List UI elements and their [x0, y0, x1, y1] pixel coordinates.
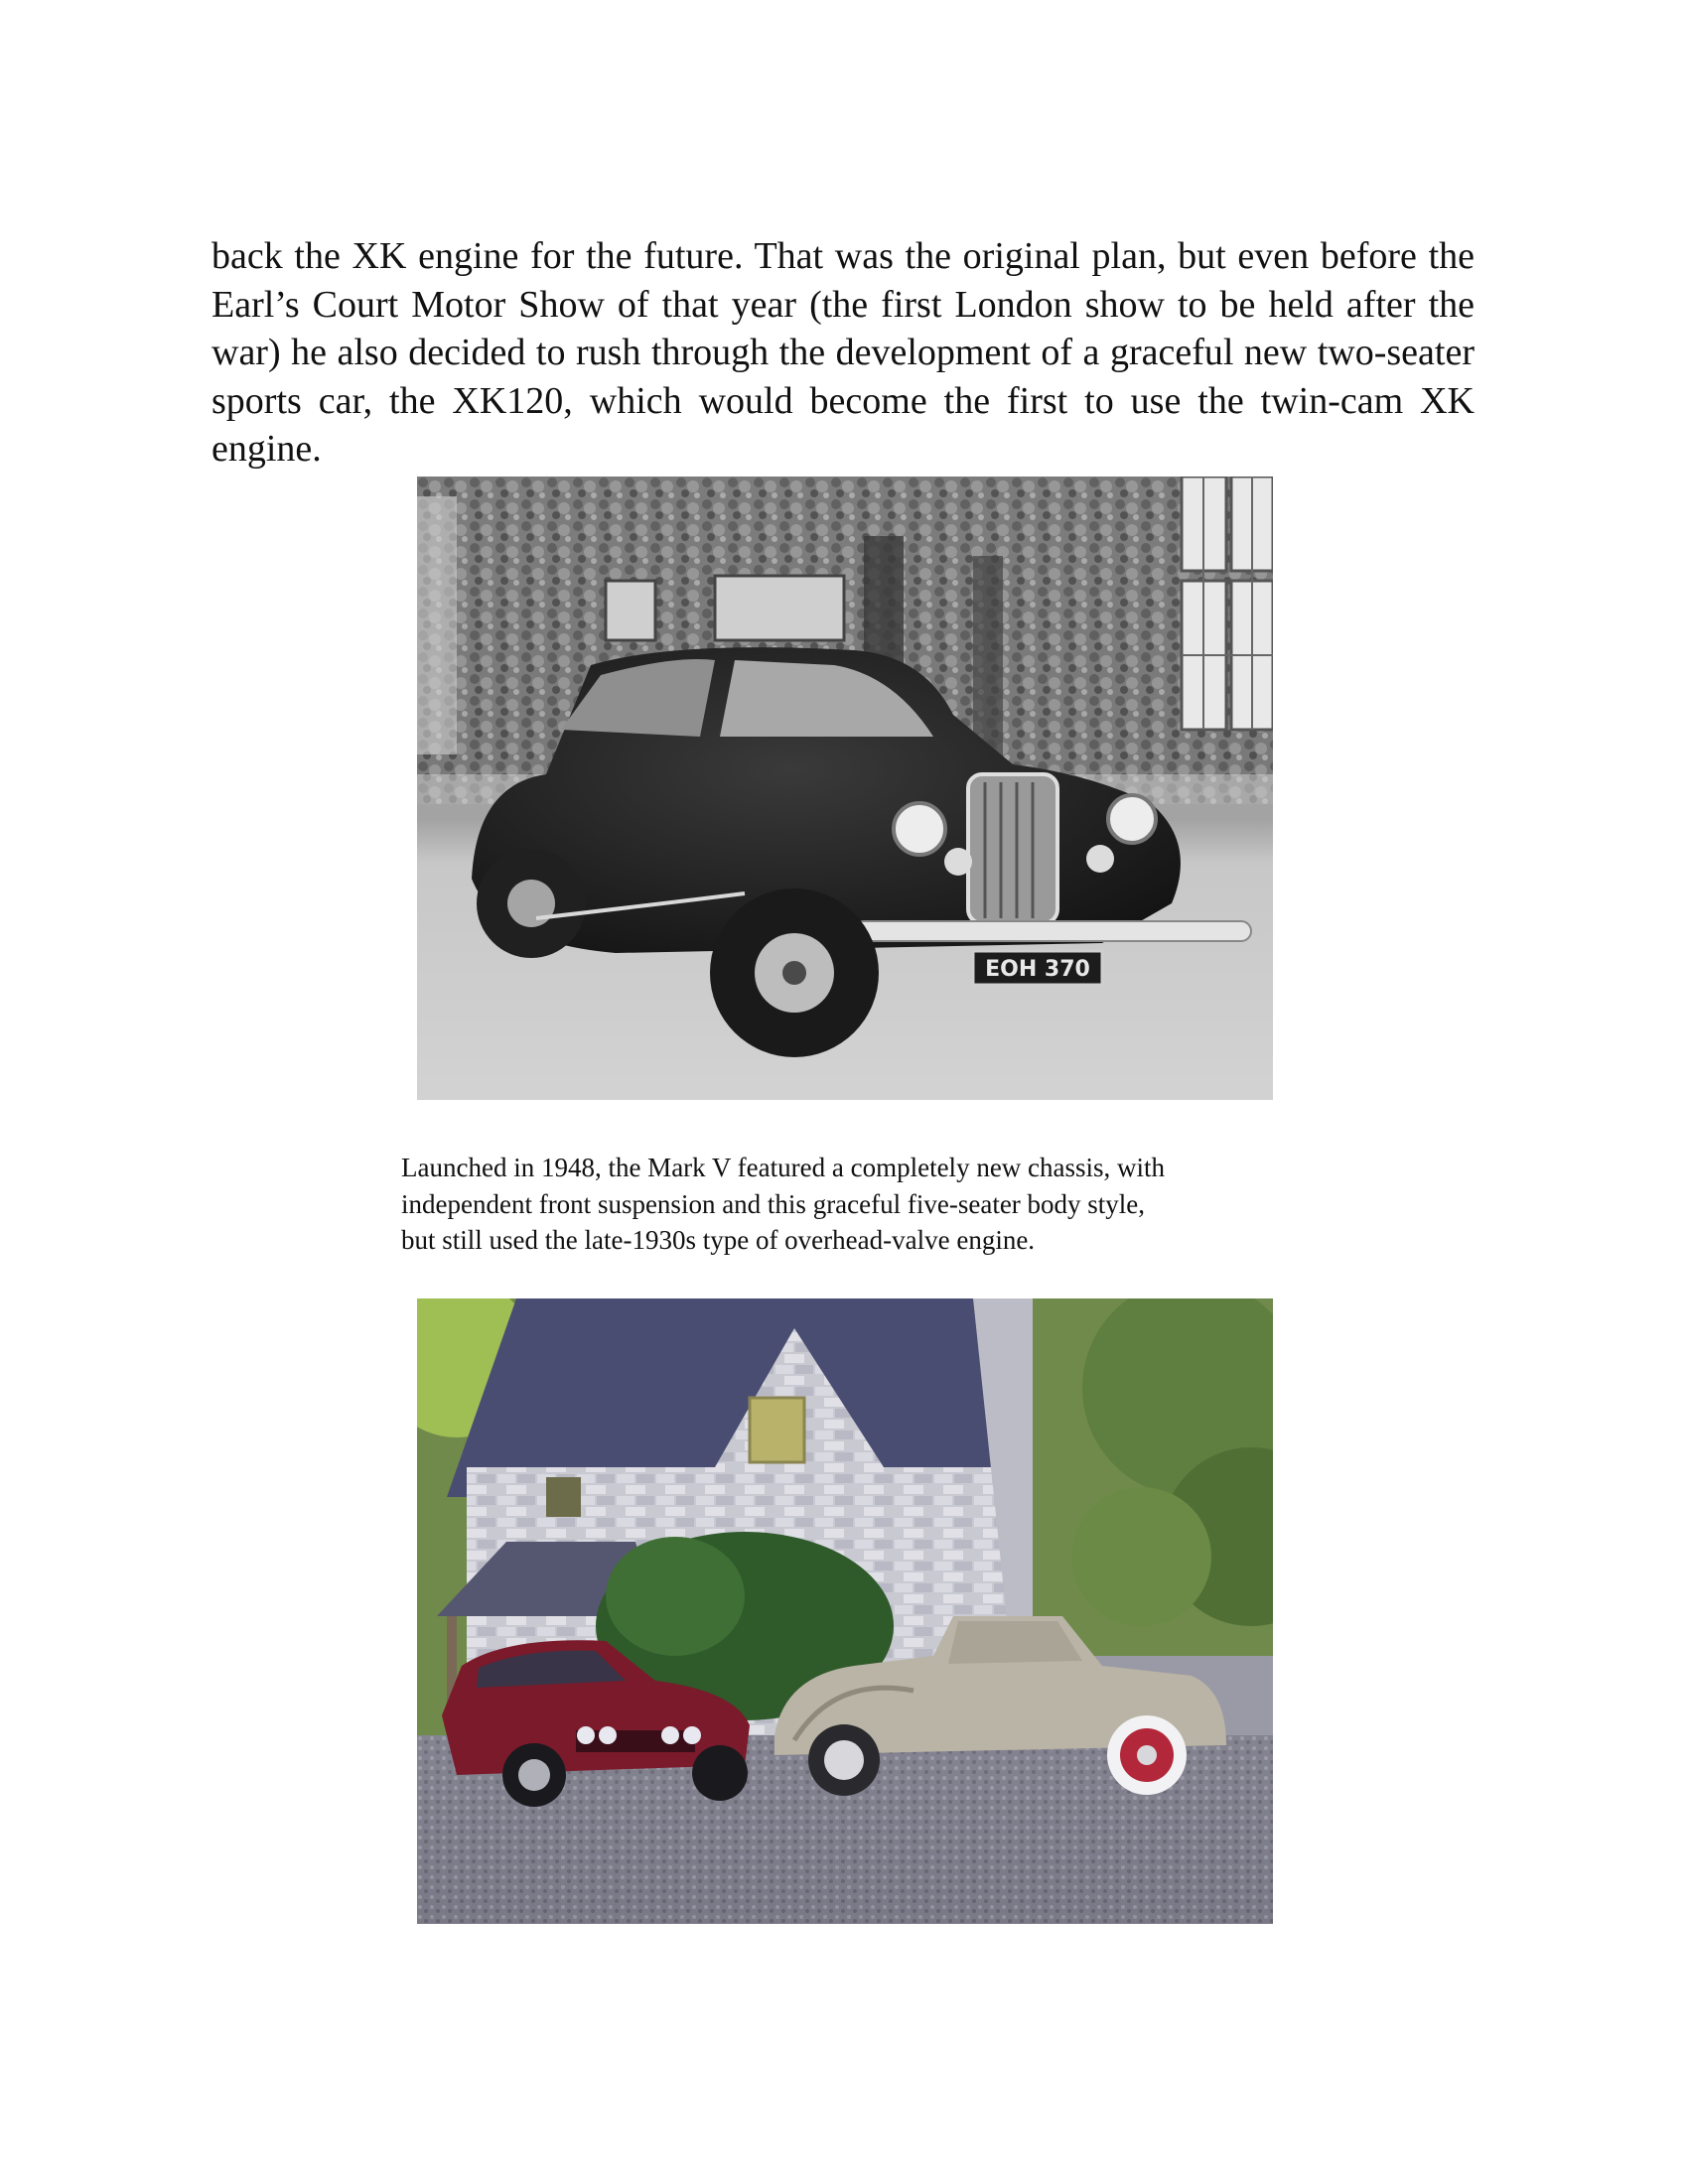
- caption-line-1: Launched in 1948, the Mark V featured a completely new chassis, with: [401, 1153, 1166, 1182]
- body-paragraph: back the XK engine for the future. That was the original plan, but even before the Earl’s Court Motor Show of that year (the first London show to be held after the war) he also decided to rush through the development of a graceful new two-seater sports car, the XK120, which would become the first to use the twin-cam XK engine.: [211, 235, 1475, 470]
- photo-caption: [401, 1150, 1295, 1259]
- caption-line-3: but still used the late-1930s type of overhead-valve engine.: [401, 1225, 1036, 1255]
- two-jaguars-photo: [417, 1298, 1273, 1924]
- mark-v-photo: [417, 477, 1273, 1100]
- caption-line-2: independent front suspension and this graceful five-seater body style,: [401, 1188, 1146, 1219]
- license-plate-text: EOH 370: [985, 957, 1090, 982]
